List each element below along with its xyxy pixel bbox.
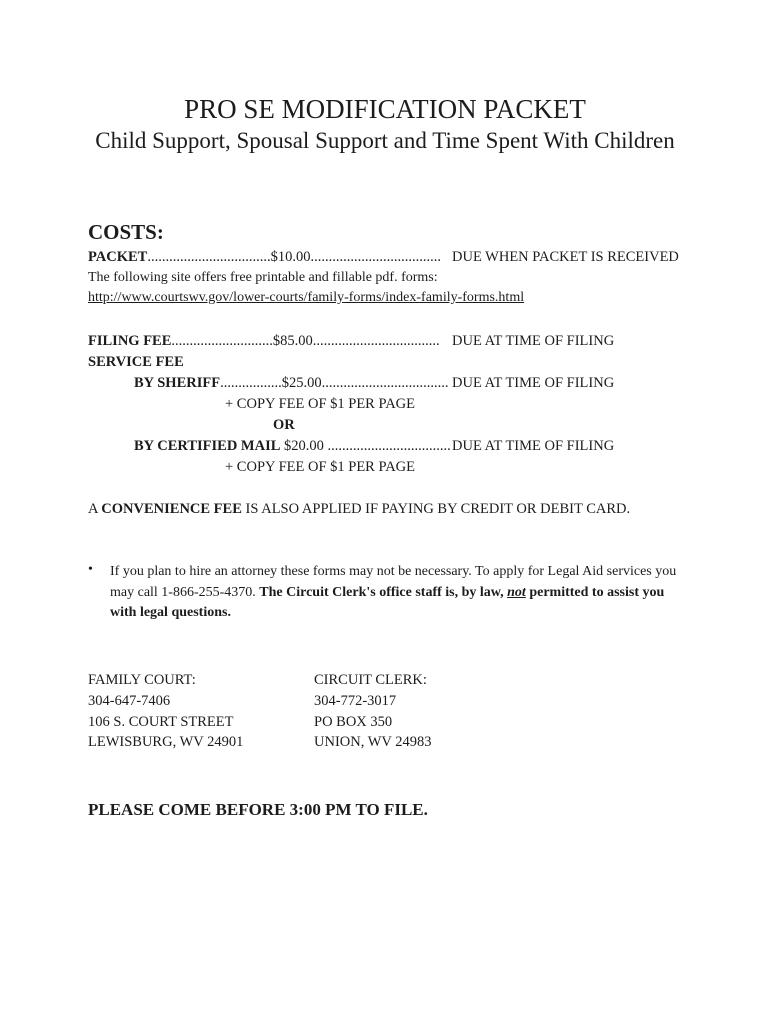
- convenience-fee-text: IS ALSO APPLIED IF PAYING BY CREDIT OR DEBIT CARD.: [241, 501, 631, 517]
- family-court-name: FAMILY COURT:: [88, 672, 196, 688]
- page-subtitle: Child Support, Spousal Support and Time Spent With Children: [95, 128, 675, 153]
- sheriff-label: BY SHERIFF: [134, 375, 221, 391]
- family-court-contact: [88, 670, 243, 753]
- packet-dots: ..................................: [147, 249, 271, 265]
- mail-label: BY CERTIFIED MAIL: [134, 438, 281, 454]
- filing-fee-dots: ............................: [171, 333, 273, 349]
- sheriff-row: [134, 375, 448, 392]
- or-label: OR: [273, 417, 295, 433]
- convenience-prefix: A: [88, 501, 102, 517]
- circuit-clerk-address: PO BOX 350: [314, 713, 393, 730]
- circuit-clerk-contact: [314, 670, 431, 753]
- filing-fee-amount: $85.00: [272, 333, 313, 349]
- packet-due: DUE WHEN PACKET IS RECEIVED: [452, 249, 679, 265]
- forms-note: The following site offers free printable and fillable pdf. forms:: [88, 270, 438, 285]
- packet-row: [88, 249, 441, 266]
- mail-due: DUE AT TIME OF FILING: [452, 438, 615, 454]
- family-court-address: 106 S. COURT STREET: [88, 713, 234, 730]
- circuit-clerk-phone: 304-772-3017: [314, 692, 397, 709]
- sheriff-amount: $25.00: [281, 375, 322, 391]
- filing-fee-row: [88, 333, 440, 350]
- mail-amount: $20.00: [284, 438, 324, 454]
- page-title: PRO SE MODIFICATION PACKET: [184, 94, 586, 124]
- forms-link[interactable]: http://www.courtswv.gov/lower-courts/family-forms/index-family-forms.html: [88, 290, 525, 305]
- legal-notice-bold-2: permitted to assist you with legal questions.: [110, 584, 665, 620]
- legal-notice-emphasis: not: [507, 584, 526, 600]
- legal-notice: [110, 562, 690, 624]
- filing-fee-dots-2: ...................................: [312, 333, 440, 349]
- filing-time-note: PLEASE COME BEFORE 3:00 PM TO FILE.: [88, 800, 428, 819]
- sheriff-dots: .................: [220, 375, 282, 391]
- service-fee-label: SERVICE FEE: [88, 354, 184, 370]
- circuit-clerk-city: UNION, WV 24983: [314, 734, 432, 751]
- convenience-fee-note: [88, 501, 630, 518]
- packet-dots-2: ....................................: [310, 249, 441, 265]
- packet-amount: $10.00: [270, 249, 311, 265]
- mail-row: [134, 438, 451, 455]
- filing-fee-due: DUE AT TIME OF FILING: [452, 333, 615, 349]
- circuit-clerk-name: CIRCUIT CLERK:: [314, 672, 427, 688]
- family-court-city: LEWISBURG, WV 24901: [88, 734, 244, 751]
- mail-dots: ..................................: [327, 438, 451, 454]
- sheriff-copy-fee: + COPY FEE OF $1 PER PAGE: [225, 396, 416, 412]
- bullet-icon: •: [88, 562, 93, 577]
- packet-label: PACKET: [88, 249, 148, 265]
- convenience-fee-label: CONVENIENCE FEE: [101, 501, 242, 517]
- family-court-phone: 304-647-7406: [88, 692, 171, 709]
- filing-fee-label: FILING FEE: [88, 333, 172, 349]
- sheriff-due: DUE AT TIME OF FILING: [452, 375, 615, 391]
- legal-notice-bold: The Circuit Clerk's office staff is, by law,: [259, 584, 508, 600]
- sheriff-dots-2: ...................................: [321, 375, 449, 391]
- costs-heading: COSTS:: [88, 220, 164, 244]
- mail-copy-fee: + COPY FEE OF $1 PER PAGE: [225, 459, 416, 475]
- legal-notice-text: If you plan to hire an attorney these forms may not be necessary. To apply for Legal Aid services you may call 1-866-255-4370.: [110, 564, 677, 600]
